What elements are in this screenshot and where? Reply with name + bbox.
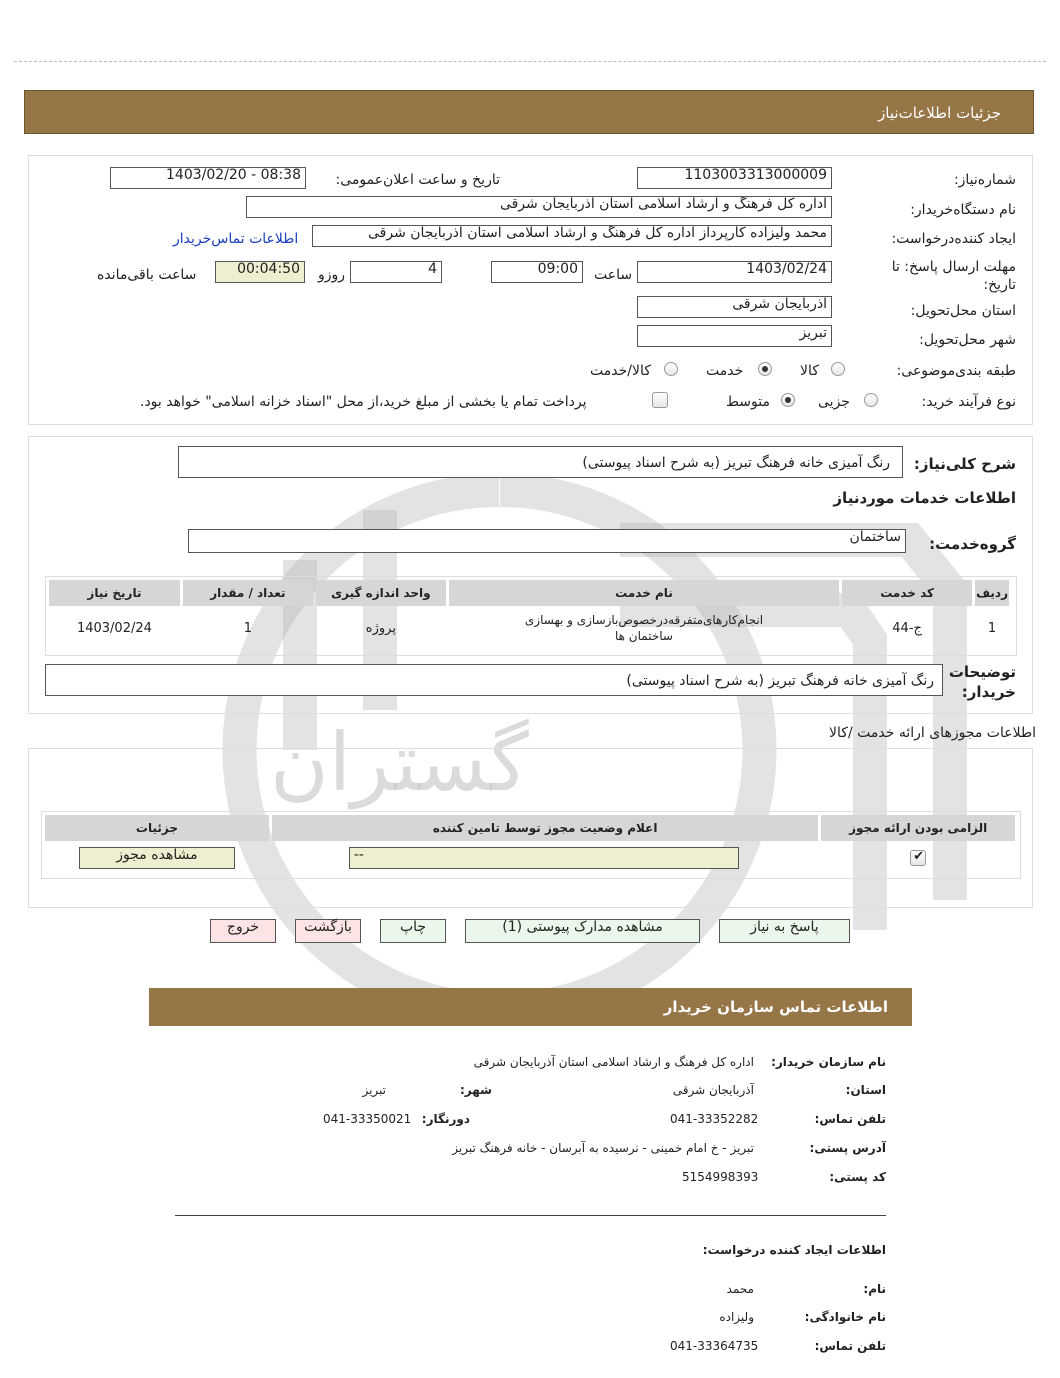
creator-phone-label: تلفن تماس: <box>814 1339 886 1353</box>
view-permit-button[interactable]: مشاهده مجوز <box>79 847 235 869</box>
contact-phone-value: 041-33352282 <box>670 1112 759 1126</box>
col-permit-required: الزامی بودن ارائه مجوز <box>821 815 1015 841</box>
remaining-time-label: ساعت باقی‌مانده <box>97 267 197 283</box>
cell-need-date: 1403/02/24 <box>76 620 152 636</box>
cell-permit-details <box>45 844 269 872</box>
details-header-title: جزئیات اطلاعات‌نیاز <box>878 104 1001 122</box>
service-group-field: ساختمان <box>188 529 906 553</box>
process-radio-minor[interactable] <box>864 393 878 407</box>
watermark-text: گستران <box>270 716 529 809</box>
check-icon: ✔ <box>913 849 925 864</box>
buyer-org-field: اداره کل فرهنگ و ارشاد اسلامی استان آذربایجان شرقی <box>246 196 832 218</box>
buyer-contact-header <box>149 988 912 1026</box>
deadline-label-line2: تاریخ: <box>983 277 1016 293</box>
buyer-contact-link[interactable]: اطلاعات تماس‌خریدار <box>173 231 299 247</box>
services-table <box>46 577 1012 650</box>
contact-postal-value: 5154998393 <box>682 1170 759 1184</box>
services-table-header <box>49 580 1009 606</box>
table-row <box>49 609 1009 647</box>
province-field: آذربایجان شرقی <box>637 296 832 318</box>
general-desc-field: رنگ آمیزی خانه فرهنگ تبریز (به شرح اسناد پیوستی) <box>178 446 903 478</box>
process-radio-medium[interactable] <box>781 393 795 407</box>
exit-button[interactable]: خروج <box>210 919 276 943</box>
print-button[interactable]: چاپ <box>380 919 446 943</box>
table-row <box>45 844 1015 872</box>
treasury-payment-checkbox[interactable] <box>652 392 668 408</box>
process-option-medium: متوسط <box>726 394 770 410</box>
permit-status-field[interactable]: -- <box>349 847 739 869</box>
contact-divider <box>175 1215 886 1216</box>
category-radio-goods[interactable] <box>831 362 845 376</box>
treasury-payment-note: پرداخت تمام یا بخشی از مبلغ خرید،از محل "اسناد خزانه اسلامی" خواهد بود. <box>140 394 587 410</box>
buyer-notes-field: رنگ آمیزی خانه فرهنگ تبریز (به شرح اسناد پیوستی) <box>45 664 943 696</box>
deadline-label <box>892 258 1016 294</box>
cell-quantity: 1 <box>243 620 253 636</box>
col-service-name: نام خدمت <box>449 580 839 606</box>
days-label: روزو <box>318 267 346 283</box>
cell-unit: پروژه <box>365 620 396 636</box>
creator-field: محمد ولیزاده کارپرداز اداره کل فرهنگ و ارشاد اسلامی استان آذربایجان شرقی <box>312 225 832 247</box>
remaining-time-field: 00:04:50 <box>215 261 305 283</box>
category-option-service: خدمت <box>706 363 744 379</box>
service-group-label: گروه‌خدمت: <box>929 535 1016 553</box>
permits-table-wrap <box>41 811 1021 879</box>
col-row: ردیف <box>975 580 1009 606</box>
days-field: 4 <box>350 261 442 283</box>
category-radio-goods-service[interactable] <box>664 362 678 376</box>
col-quantity: تعداد / مقدار <box>183 580 313 606</box>
cell-service-name: انجام‌کارهای‌متفرقه‌درخصوص‌بازسازی و بهسازی ساختمان ها <box>524 613 764 643</box>
province-label: استان محل‌تحویل: <box>910 303 1016 319</box>
cell-service-code: ج-44 <box>892 620 922 636</box>
deadline-label-line1: مهلت ارسال پاسخ: تا <box>891 259 1016 275</box>
creator-phone-value: 041-33364735 <box>670 1339 759 1353</box>
contact-city-value: تبریز <box>362 1083 386 1097</box>
details-header <box>24 90 1034 134</box>
col-need-date: تاریخ نیاز <box>49 580 180 606</box>
process-option-minor: جزیی <box>818 394 850 410</box>
contact-province-value: آذربایجان شرقی <box>672 1083 754 1097</box>
permits-table <box>42 812 1018 875</box>
cell-permit-required <box>821 844 1015 872</box>
creator-info-title: اطلاعات ایجاد کننده درخواست: <box>702 1243 886 1257</box>
services-section-title: اطلاعات خدمات موردنیاز <box>833 489 1016 507</box>
need-number-field: 1103003313000009 <box>637 167 832 189</box>
need-number-label: شماره‌نیاز: <box>953 172 1016 188</box>
contact-org-label: نام سازمان خریدار: <box>771 1055 886 1069</box>
contact-postal-label: کد پستی: <box>829 1170 886 1184</box>
contact-org-value: اداره کل فرهنگ و ارشاد اسلامی استان آذربایجان شرقی <box>473 1055 754 1069</box>
contact-address-label: آدرس پستی: <box>809 1141 886 1155</box>
permit-required-checkbox <box>910 850 926 866</box>
permits-table-header <box>45 815 1015 841</box>
city-field: تبریز <box>637 325 832 347</box>
category-label: طبقه بندی‌موضوعی: <box>896 363 1016 379</box>
col-service-code: کد خدمت <box>842 580 972 606</box>
back-button[interactable]: بازگشت <box>295 919 361 943</box>
category-option-goods: کالا <box>800 363 819 379</box>
deadline-time-label: ساعت <box>594 267 633 283</box>
buyer-notes-label-line2: خریدار: <box>961 683 1016 701</box>
category-option-goods-service: کالا/خدمت <box>590 363 651 379</box>
process-label: نوع فرآیند خرید: <box>921 394 1016 410</box>
contact-address-value: تبریز - خ امام خمینی - نرسیده به آبرسان - خانه فرهنگ تبریز <box>452 1141 754 1155</box>
buyer-org-label: نام دستگاه‌خریدار: <box>910 202 1016 218</box>
creator-name-label: نام: <box>863 1282 886 1296</box>
buyer-notes-label-line1: توضیحات <box>948 663 1016 681</box>
announce-date-field: 1403/02/20 - 08:38 <box>110 167 306 189</box>
permits-section-title: اطلاعات مجوزهای ارائه خدمت /کالا <box>829 725 1036 741</box>
respond-button[interactable]: پاسخ به نیاز <box>719 919 850 943</box>
col-permit-details: جزئیات <box>45 815 269 841</box>
contact-fax-value: 041-33350021 <box>323 1112 412 1126</box>
deadline-time-field: 09:00 <box>491 261 583 283</box>
creator-label: ایجاد کننده‌درخواست: <box>891 231 1016 247</box>
cell-permit-status <box>272 844 819 872</box>
col-unit: واحد اندازه گیری <box>316 580 446 606</box>
deadline-date-field: 1403/02/24 <box>637 261 832 283</box>
contact-fax-label: دورنگار: <box>421 1112 470 1126</box>
cell-row: 1 <box>987 620 997 636</box>
creator-family-value: ولیزاده <box>719 1310 754 1324</box>
top-divider <box>14 61 1046 62</box>
contact-phone-label: تلفن تماس: <box>814 1112 886 1126</box>
creator-name-value: محمد <box>726 1282 754 1296</box>
buyer-notes-label <box>949 662 1016 702</box>
col-permit-status: اعلام وضعیت مجوز توسط تامین کننده <box>272 815 819 841</box>
buyer-contact-title: اطلاعات تماس سازمان خریدار <box>663 998 888 1016</box>
services-table-wrap <box>45 576 1017 656</box>
creator-family-label: نام خانوادگی: <box>804 1310 886 1324</box>
announce-date-label: تاریخ و ساعت اعلان‌عمومی: <box>335 172 500 188</box>
city-label: شهر محل‌تحویل: <box>919 332 1016 348</box>
category-radio-service[interactable] <box>758 362 772 376</box>
view-attachments-button[interactable]: مشاهده مدارک پیوستی (1) <box>465 919 700 943</box>
general-desc-label: شرح کلی‌نیاز: <box>913 455 1016 473</box>
contact-province-label: استان: <box>845 1083 886 1097</box>
contact-city-label: شهر: <box>460 1083 492 1097</box>
